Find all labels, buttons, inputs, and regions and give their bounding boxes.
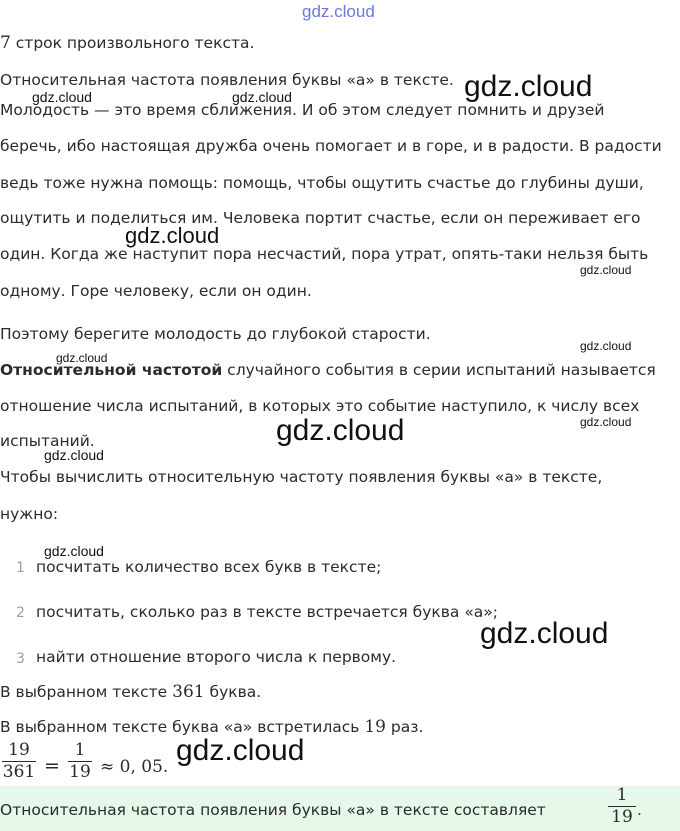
text-line-1: Молодость — это время сближения. И об этом следует помнить и друзей [0,101,605,119]
watermark: gdz.cloud [464,70,593,103]
total-letters [0,682,261,702]
fraction-1-denominator: 361 [2,762,36,782]
text-line-6: одному. Горе человеку, если он один. [0,282,312,300]
fraction-1 [2,741,36,782]
step-text: посчитать количество всех букв в тексте; [36,558,382,576]
watermark: gdz.cloud [125,223,220,248]
definition-term: Относительной частотой [0,361,223,379]
watermark: gdz.cloud [56,351,108,365]
intro-line [0,33,254,53]
definition-line-2: отношение числа испытаний, в которых это событие наступило, к числу всех [0,397,640,415]
watermark: gdz.cloud [580,339,632,353]
step-number: 2 [16,605,25,621]
answer-end: . [637,801,642,819]
watermark: gdz.cloud [232,89,292,105]
text-line-3: ведь тоже нужна помощь: помощь, чтобы ощутить счастье до глубины души, [0,174,644,192]
answer-text: Относительная частота появления буквы «а» в тексте составляет [0,801,546,819]
fraction-2-numerator: 1 [74,740,86,760]
watermark: gdz.cloud [276,414,405,447]
approx-value: ≈ 0, 05. [100,757,169,777]
fraction-1-numerator: 19 [8,740,30,760]
watermark: gdz.cloud [580,263,632,277]
text-line-2: беречь, ибо настоящая дружба очень помогает и в горе, и в радости. В радости [0,137,662,155]
fraction-2 [68,741,92,782]
answer-fraction [608,786,636,827]
top-watermark: gdz.cloud [302,2,375,21]
equals-sign: = [44,755,60,777]
count-a-pre: В выбранном тексте буква «а» встретилась [0,718,365,736]
step-text: посчитать, сколько раз в тексте встречается буква «а»; [36,603,499,621]
definition-line-3: испытаний. [0,432,95,450]
watermark: gdz.cloud [32,89,92,105]
text-line-7: Поэтому берегите молодость до глубокой старости. [0,325,431,343]
text-line-5: один. Когда же наступит пора несчастий, пора утрат, опять-таки нельзя быть [0,245,649,263]
watermark: gdz.cloud [480,617,609,650]
step-number: 1 [16,560,25,576]
count-a-post: раз. [385,718,424,736]
watermark: gdz.cloud [44,543,104,559]
row-count-number: 7 [0,33,11,53]
watermark: gdz.cloud [580,415,632,429]
total-post: буква. [204,683,262,701]
watermark: gdz.cloud [176,734,305,767]
task-title: Относительная частота появления буквы «а» в тексте. [0,71,454,89]
answer-box [0,786,680,831]
method-line-1: Чтобы вычислить относительную частоту появления буквы «а» в тексте, [0,468,603,486]
definition-rest: случайного события в серии испытаний называется [222,361,656,379]
watermark: gdz.cloud [44,447,104,463]
step-number: 3 [16,651,25,667]
method-line-2: нужно: [0,505,59,523]
count-a-value: 19 [364,717,386,737]
answer-numerator: 1 [616,785,628,805]
total-value: 361 [172,682,205,702]
fraction-2-denominator: 19 [69,762,91,782]
text-line-4: ощутить и поделиться им. Человека портит счастье, если он переживает его [0,209,641,227]
answer-denominator: 19 [611,807,633,827]
step-text: найти отношение второго числа к первому. [36,648,397,666]
row-count-text: строк произвольного текста. [15,34,255,52]
total-pre: В выбранном тексте [0,683,173,701]
